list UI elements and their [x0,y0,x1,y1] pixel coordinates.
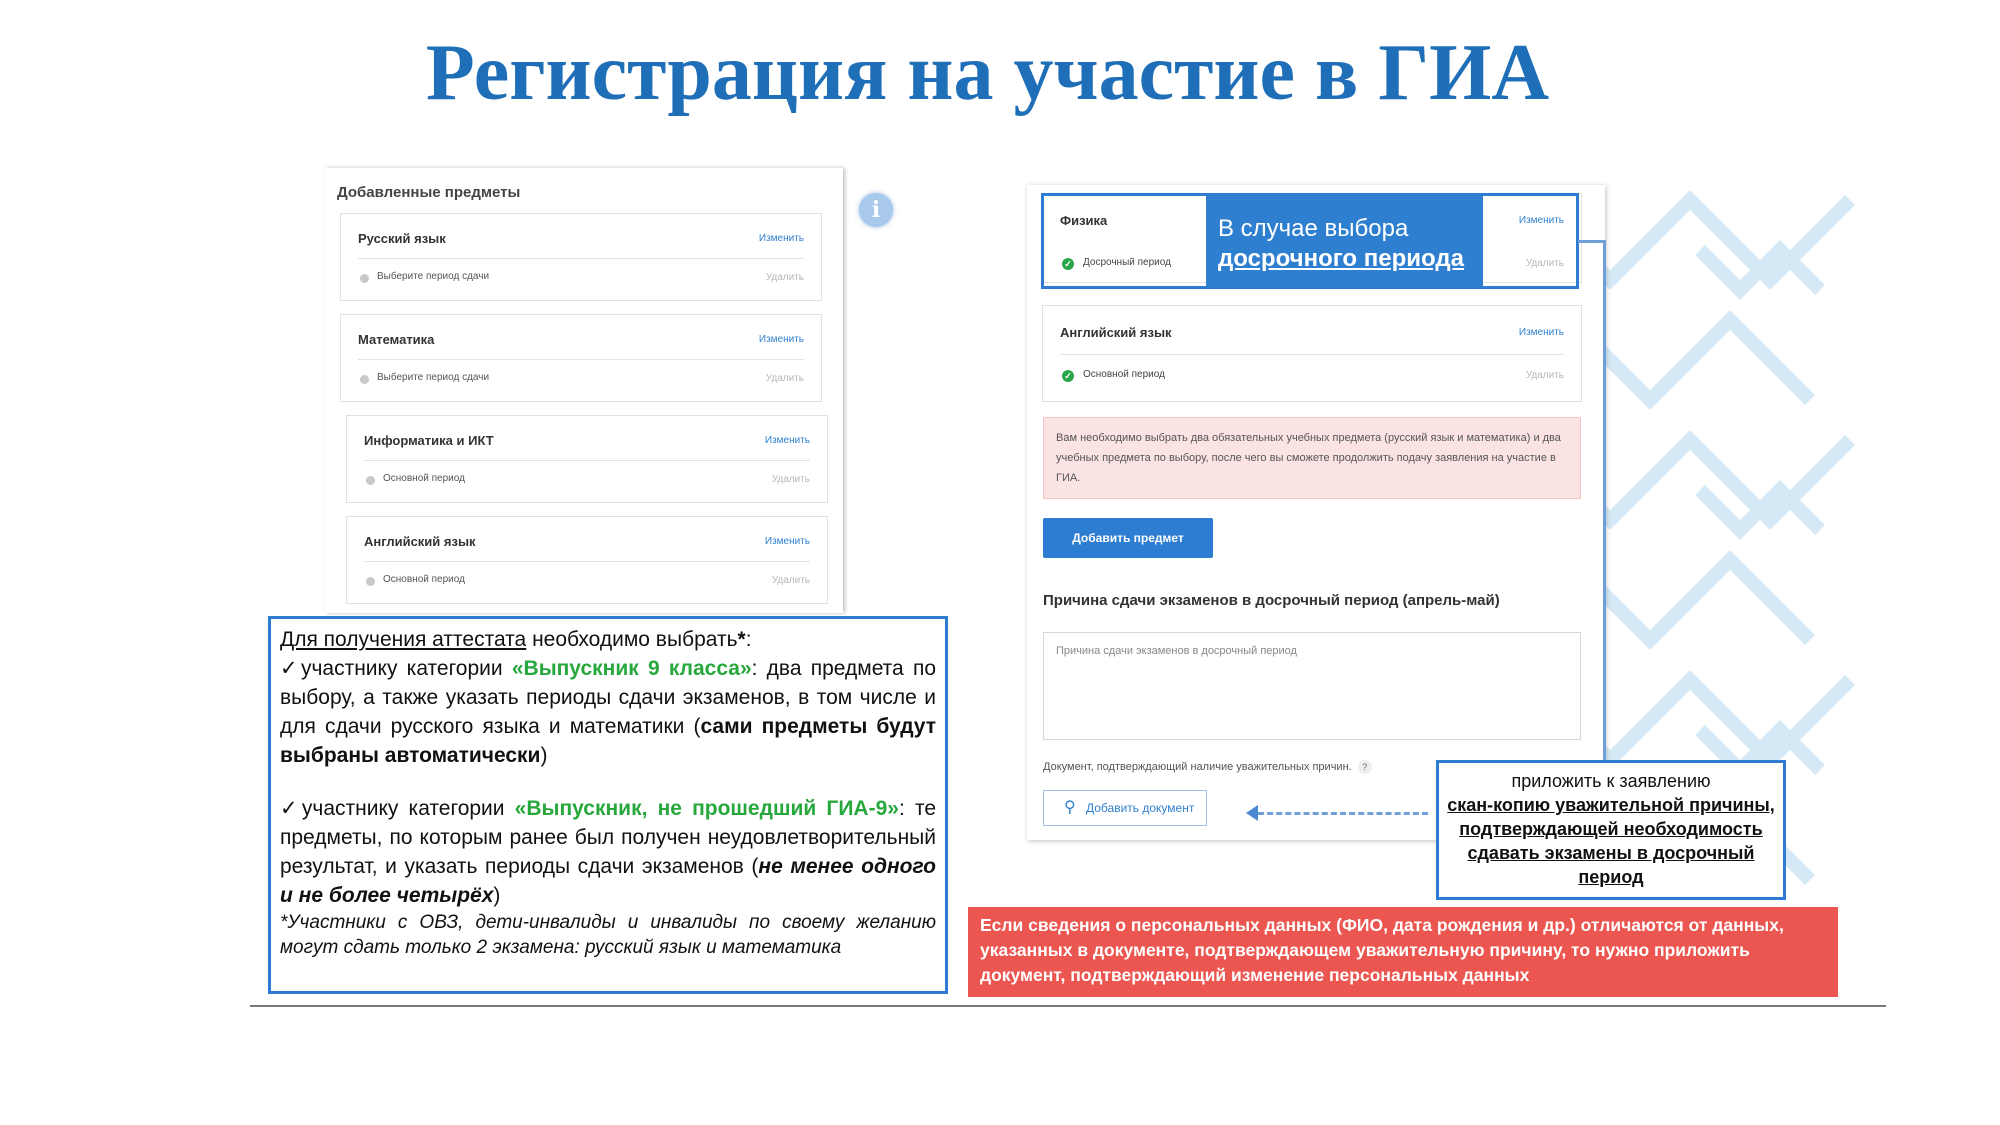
note-lead-colon: : [745,628,752,651]
delete-link[interactable]: Удалить [1525,258,1564,269]
subject-card-english [346,516,828,604]
document-label [1043,760,1372,774]
subject-card-math [340,314,822,402]
arrow-left-icon [1246,805,1258,821]
subject-card-russian [340,213,822,301]
add-document-label: Добавить документ [1086,801,1195,815]
edit-link[interactable]: Изменить [1518,215,1564,226]
edit-link[interactable]: Изменить [764,536,810,547]
check-circle-icon: ✓ [1062,370,1074,382]
dashed-arrow-line [1258,812,1428,815]
scan-callout-line1: приложить к заявлению [1511,771,1711,791]
edit-link[interactable]: Изменить [758,233,804,244]
help-icon[interactable]: ? [1358,760,1372,774]
document-label-text: Документ, подтверждающий наличие уважительных причин. [1043,761,1352,773]
note-lead-rest: необходимо выбрать [526,628,738,651]
delete-link[interactable]: Удалить [1525,370,1564,381]
subject-card-english [1042,305,1582,402]
note-item-not-passed [280,794,936,910]
divider [364,561,810,562]
item2-bold: не менее одного и не более четырёх [280,855,936,907]
info-icon[interactable]: i [859,193,893,227]
status-dot-icon [366,476,375,485]
add-subject-button[interactable]: Добавить предмет [1043,518,1213,558]
subject-card-informatics [346,415,828,503]
item1-text: : два предмета по выбору, а также указать периоды сдачи экзаменов, в том числе и для сдачи русского языка и математики ( [280,657,937,738]
early-period-callout [1041,193,1579,289]
status-dot-icon [360,375,369,384]
item2-text: : те предметы, по которым ранее был получен неудовлетворительный результат, и указать периоды сдачи экзаменов ( [280,797,937,878]
divider [358,258,804,259]
subject-name: Математика [358,332,435,347]
scan-callout-line2: скан-копию уважительной причины, подтверждающей необходимость сдавать экзамены в досрочный период [1447,795,1775,887]
page-title: Регистрация на участие в ГИА [425,29,1550,117]
item2-end: ) [493,884,501,907]
divider [364,460,810,461]
reason-textarea[interactable]: Причина сдачи экзаменов в досрочный период [1043,632,1581,740]
delete-link[interactable]: Удалить [771,474,810,485]
period-select[interactable]: Досрочный период [1083,257,1171,268]
callout-line1: В случае выбора [1218,215,1409,242]
divider [358,359,804,360]
delete-link[interactable]: Удалить [771,575,810,586]
item1-bold: сами предметы будут выбраны автоматически [280,715,936,767]
status-dot-icon [366,577,375,586]
item1-prefix: ✓участнику категории [280,657,512,680]
item2-prefix: ✓участнику категории [280,797,515,820]
subject-name: Физика [1060,213,1108,228]
subject-name: Информатика и ИКТ [364,433,494,448]
note-lead-star: * [737,628,746,651]
connector-line [1578,240,1606,243]
early-period-callout-text [1206,196,1483,286]
subject-name: Русский язык [358,231,446,246]
paperclip-icon: ⚲ [1064,799,1076,816]
divider [1060,354,1564,355]
edit-link[interactable]: Изменить [758,334,804,345]
period-select[interactable]: Основной период [383,473,465,484]
add-document-button[interactable] [1043,790,1207,826]
edit-link[interactable]: Изменить [764,435,810,446]
spacer [280,770,936,794]
callout-line2: досрочного периода [1218,245,1464,272]
item2-category: «Выпускник, не прошедший ГИА-9» [514,797,899,820]
bottom-rule [250,1005,1886,1007]
subject-name: Английский язык [1060,325,1172,340]
period-select[interactable]: Основной период [383,574,465,585]
connector-line [1603,240,1606,770]
period-select[interactable]: Выберите период сдачи [377,372,490,383]
item1-category: «Выпускник 9 класса» [511,657,752,680]
scan-copy-callout [1436,760,1786,900]
delete-link[interactable]: Удалить [765,272,804,283]
period-select[interactable]: Выберите период сдачи [377,271,490,282]
subject-name: Английский язык [364,534,476,549]
period-select[interactable]: Основной период [1083,369,1165,380]
reason-label: Причина сдачи экзаменов в досрочный период (апрель-май) [1043,592,1500,609]
added-subjects-panel [325,168,843,613]
note-lead-underlined: Для получения аттестата [280,628,527,651]
attestat-requirements-note [268,616,948,994]
delete-link[interactable]: Удалить [765,373,804,384]
check-circle-icon: ✓ [1062,258,1074,270]
status-dot-icon [360,274,369,283]
personal-data-callout: Если сведения о персональных данных (ФИО, дата рождения и др.) отличаются от данных, указанных в документе, подтверждающем уважительную причину, то нужно приложить документ, подтверждающий изменение персональных данных [968,907,1838,997]
item1-end: ) [540,744,548,767]
added-subjects-heading: Добавленные предметы [337,184,521,201]
note-footnote: *Участники с ОВЗ, дети-инвалиды и инвалиды по своему желанию могут сдать только 2 экзамена: русский язык и математика [280,912,936,958]
note-item-grade9 [280,654,936,770]
edit-link[interactable]: Изменить [1518,327,1564,338]
warning-alert: Вам необходимо выбрать два обязательных учебных предмета (русский язык и математика) и два учебных предмета по выбору, после чего вы сможете продолжить подачу заявления на участие в ГИА. [1043,417,1581,499]
note-lead [280,625,936,654]
